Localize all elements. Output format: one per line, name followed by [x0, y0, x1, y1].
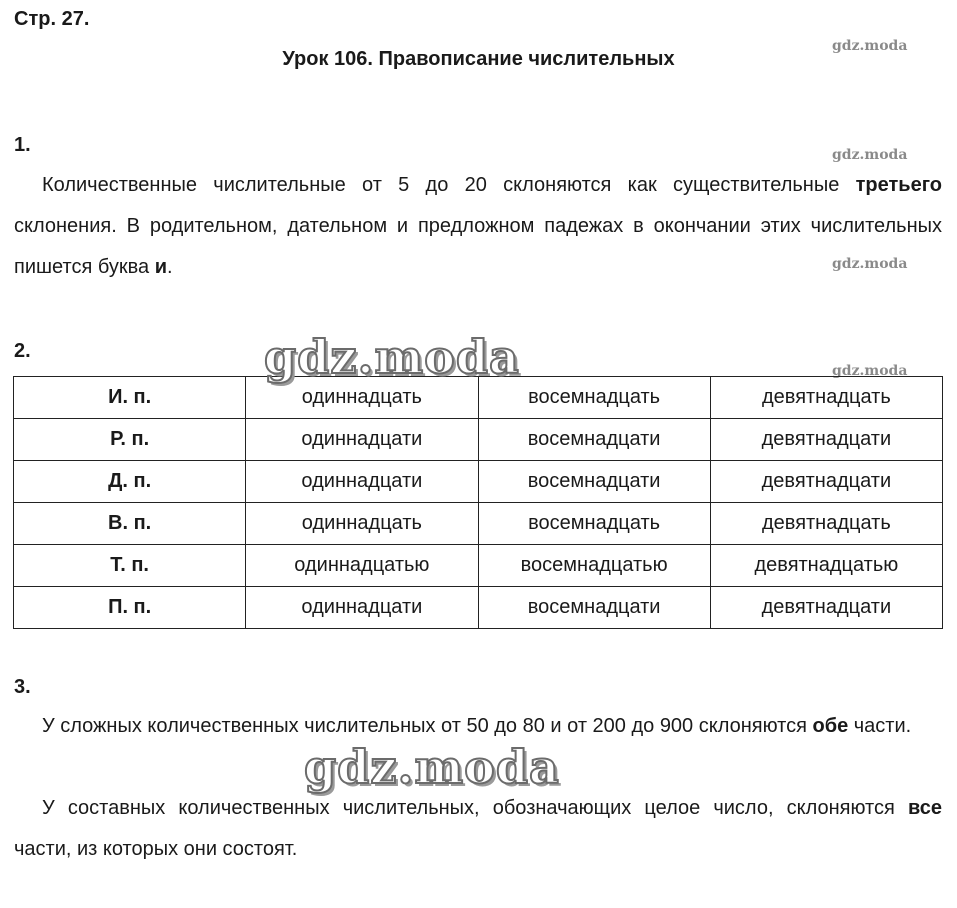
- word-cell-eleven: одиннадцатью: [246, 545, 478, 587]
- word-cell-eighteen: восемнадцати: [478, 461, 710, 503]
- word-cell-eleven: одиннадцать: [246, 503, 478, 545]
- word-cell-nineteen: девятнадцати: [710, 461, 942, 503]
- table-row: [14, 587, 943, 629]
- word-cell-nineteen: девятнадцать: [710, 377, 942, 419]
- task-3-p2-start: У составных количественных числительных, обозначающих целое число, склоняются: [42, 797, 895, 819]
- watermark-big: gdz.moda: [264, 330, 520, 384]
- task-1-text-middle: склонения. В родительном, дательном и предложном падежах в окончании этих числительных пишется буква: [14, 215, 942, 278]
- word-cell-eleven: одиннадцати: [246, 587, 478, 629]
- table-row: [14, 419, 943, 461]
- word-cell-eighteen: восемнадцать: [478, 377, 710, 419]
- word-cell-nineteen: девятнадцати: [710, 587, 942, 629]
- watermark-small: gdz.moda: [832, 256, 908, 272]
- lesson-title: Урок 106. Правописание числительных: [282, 48, 675, 70]
- task-3-p1-bold: обе: [812, 715, 849, 737]
- word-cell-eleven: одиннадцати: [246, 461, 478, 503]
- watermark-big: gdz.moda: [304, 740, 560, 794]
- task-1-bold-letter: и: [154, 256, 167, 278]
- task-1-text-start: Количественные числительные от 5 до 20 склоняются как существительные: [42, 174, 840, 196]
- watermark-small: gdz.moda: [832, 363, 908, 379]
- word-cell-eighteen: восемнадцатью: [478, 545, 710, 587]
- case-cell: И. п.: [14, 377, 246, 419]
- task-3-p1-end: части.: [853, 715, 912, 737]
- word-cell-eighteen: восемнадцать: [478, 503, 710, 545]
- task-1-text: [14, 165, 942, 288]
- task-3-p2-end: части, из которых они состоят.: [14, 838, 298, 860]
- task-3-paragraph-2: [14, 788, 942, 870]
- case-cell: П. п.: [14, 587, 246, 629]
- task-3-p1-start: У сложных количественных числительных от 50 до 80 и от 200 до 900 склоняются: [42, 715, 807, 737]
- watermark-small: gdz.moda: [832, 38, 908, 54]
- declension-table: [13, 376, 943, 629]
- case-cell: В. п.: [14, 503, 246, 545]
- table-row: [14, 503, 943, 545]
- case-cell: Т. п.: [14, 545, 246, 587]
- task-1-bold-word: третьего: [855, 174, 942, 196]
- case-cell: Р. п.: [14, 419, 246, 461]
- word-cell-nineteen: девятнадцать: [710, 503, 942, 545]
- task-3-p2-bold: все: [907, 797, 942, 819]
- table-row: [14, 377, 943, 419]
- task-3-paragraph-1: [14, 706, 942, 747]
- word-cell-nineteen: девятнадцати: [710, 419, 942, 461]
- case-cell: Д. п.: [14, 461, 246, 503]
- table-row: [14, 545, 943, 587]
- word-cell-eighteen: восемнадцати: [478, 587, 710, 629]
- word-cell-eleven: одиннадцать: [246, 377, 478, 419]
- task-3-number: 3.: [14, 676, 31, 698]
- task-1-number: 1.: [14, 134, 31, 156]
- task-2-number: 2.: [14, 340, 31, 362]
- watermark-small: gdz.moda: [832, 147, 908, 163]
- task-1-text-end: .: [166, 256, 173, 278]
- word-cell-eighteen: восемнадцати: [478, 419, 710, 461]
- page-number: Стр. 27.: [14, 8, 90, 30]
- table-row: [14, 461, 943, 503]
- word-cell-nineteen: девятнадцатью: [710, 545, 942, 587]
- word-cell-eleven: одиннадцати: [246, 419, 478, 461]
